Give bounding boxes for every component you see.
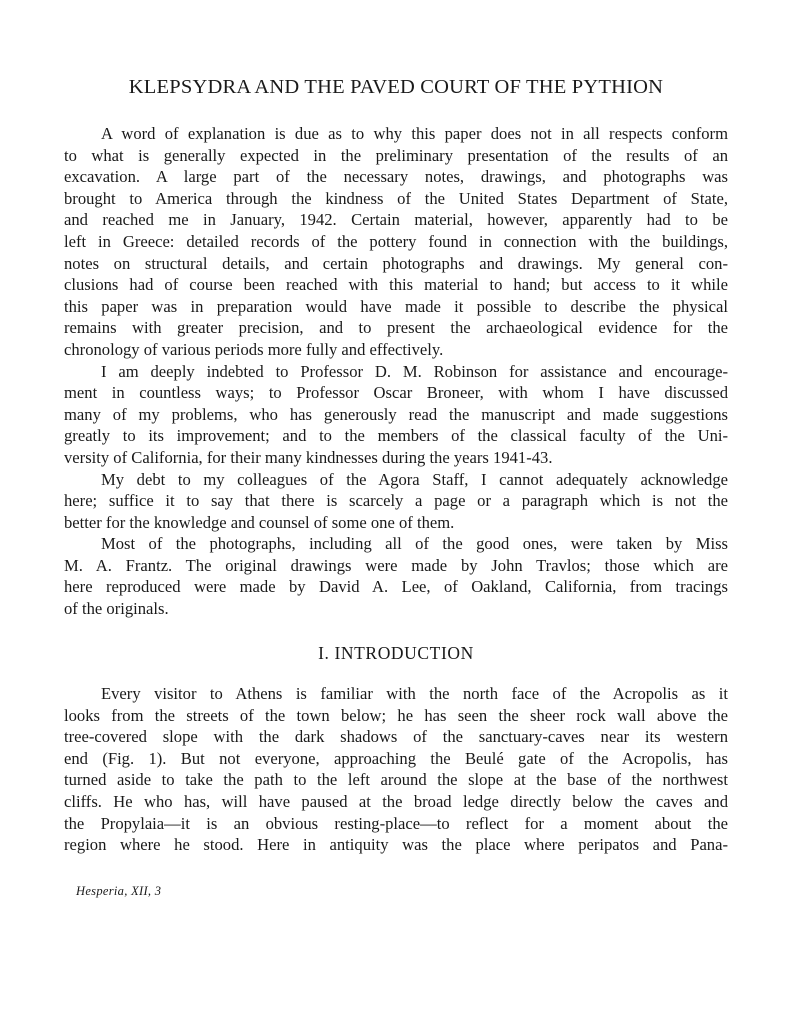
text-line: notes on structural details, and certain photographs and drawings. My general con- (64, 253, 728, 273)
text-line: of the originals. (64, 599, 169, 619)
text-line: end (Fig. 1). But not everyone, approaching the Beulé gate of the Acropolis, has (64, 748, 728, 768)
section-heading: I. INTRODUCTION (318, 643, 474, 663)
text-line: the Propylaia—it is an obvious resting-place—to reflect for a moment about the (64, 813, 728, 833)
article-title: KLEPSYDRA AND THE PAVED COURT OF THE PYTHION (128, 76, 664, 98)
text-line: to what is generally expected in the preliminary presentation of the results of an (64, 145, 728, 165)
text-line: region where he stood. Here in antiquity was the place where peripatos and Pana- (64, 835, 728, 855)
text-line: turned aside to take the path to the left around the slope at the base of the northwest (64, 770, 728, 790)
text-line: clusions had of course been reached with this material to hand; but access to it while (64, 275, 728, 295)
text-line: Every visitor to Athens is familiar with the north face of the Acropolis as it (101, 684, 728, 703)
introduction-text (64, 683, 728, 856)
text-line: greatly to its improvement; and to the members of the classical faculty of the Uni- (64, 426, 728, 446)
text-line: chronology of various periods more fully and effectively. (64, 339, 444, 359)
text-line: tree-covered slope with the dark shadows of the sanctuary-caves near its western (64, 727, 728, 747)
text-line: My debt to my colleagues of the Agora Staff, I cannot adequately acknowledge (101, 469, 728, 489)
preface-paragraph (64, 469, 728, 534)
text-line: brought to America through the kindness of the United States Department of State, (64, 188, 728, 208)
text-line: here reproduced were made by David A. Lee, of Oakland, California, from tracings (64, 577, 728, 597)
text-line: remains with greater precision, and to present the archaeological evidence for the (64, 318, 728, 338)
introduction-paragraph (64, 683, 728, 856)
preface-text (64, 123, 728, 620)
preface-paragraph (64, 123, 728, 361)
text-line: and reached me in January, 1942. Certain material, however, apparently had to be (64, 210, 728, 230)
text-line: many of my problems, who has generously read the manuscript and made suggestions (64, 404, 728, 424)
text-line: versity of California, for their many kindnesses during the years 1941-43. (64, 447, 553, 467)
text-line: M. A. Frantz. The original drawings were made by John Travlos; those which are (64, 555, 728, 575)
preface-paragraph (64, 361, 728, 469)
text-line: A word of explanation is due as to why this paper does not in all respects conform (101, 124, 728, 143)
text-line: this paper was in preparation would have made it possible to describe the physical (64, 296, 728, 316)
text-line: looks from the streets of the town below; he has seen the sheer rock wall above the (64, 705, 728, 725)
preface-paragraph (64, 533, 728, 619)
journal-footer: Hesperia, XII, 3 (76, 884, 162, 898)
text-line: ment in countless ways; to Professor Oscar Broneer, with whom I have discussed (64, 383, 728, 403)
text-line: cliffs. He who has, will have paused at the broad ledge directly below the caves and (64, 791, 728, 811)
text-line: here; suffice it to say that there is scarcely a page or a paragraph which is not the (64, 491, 728, 511)
text-line: left in Greece: detailed records of the pottery found in connection with the buildings, (64, 231, 728, 251)
text-line: excavation. A large part of the necessary notes, drawings, and photographs was (64, 167, 728, 187)
text-line: better for the knowledge and counsel of some one of them. (64, 512, 455, 532)
text-line: I am deeply indebted to Professor D. M. Robinson for assistance and encourage- (101, 361, 728, 381)
text-line: Most of the photographs, including all of the good ones, were taken by Miss (101, 534, 728, 554)
